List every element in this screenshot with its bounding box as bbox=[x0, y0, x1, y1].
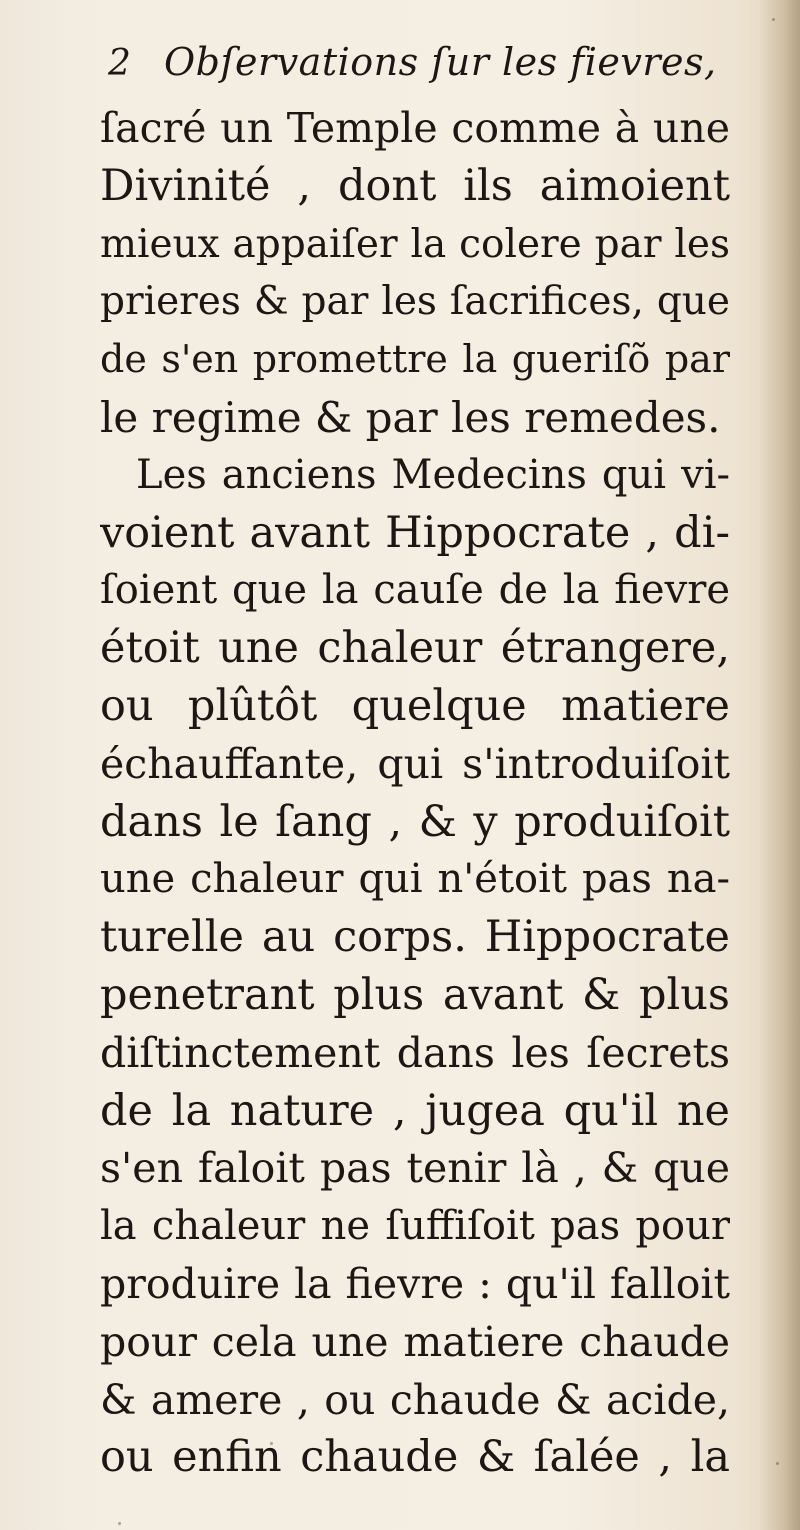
text-line: pour cela une matiere chaude bbox=[100, 1317, 730, 1366]
page-header bbox=[108, 40, 728, 96]
text-line: penetrant plus avant & plus bbox=[100, 969, 730, 1020]
text-line: une chaleur qui n'étoit pas na- bbox=[100, 856, 730, 903]
text-line: mieux appaiſer la colere par les bbox=[100, 221, 730, 267]
text-line: diſtinctement dans les ſecrets bbox=[100, 1028, 730, 1077]
paper-speck bbox=[776, 1462, 779, 1465]
text-line: & amere , ou chaude & acide, bbox=[100, 1375, 730, 1424]
text-line: ou enfin chaude & ſalée , la bbox=[100, 1432, 730, 1483]
page-gutter-shadow bbox=[758, 0, 800, 1530]
text-line: ſoient que la cauſe de la fievre bbox=[100, 567, 730, 614]
running-title: Obſervations ſur les fievres, bbox=[164, 40, 717, 84]
paragraph-start-line: Les anciens Medecins qui vi- bbox=[136, 451, 730, 498]
text-line: turelle au corps. Hippocrate bbox=[100, 912, 730, 963]
text-line: ſacré un Temple comme à une bbox=[100, 104, 730, 152]
page-number: 2 bbox=[108, 43, 131, 84]
text-line: de la nature , jugea qu'il ne bbox=[100, 1085, 730, 1136]
paper-speck bbox=[772, 18, 775, 21]
text-line: le regime & par les remedes. bbox=[100, 392, 721, 442]
text-line: produire la fievre : qu'il falloit bbox=[100, 1259, 730, 1308]
text-line: dans le ſang , & y produiſoit bbox=[100, 796, 730, 847]
text-line: Divinité , dont ils aimoient bbox=[100, 160, 730, 211]
text-line: prieres & par les ſacrifices, que bbox=[100, 279, 730, 325]
body-text bbox=[100, 100, 730, 1487]
text-line: échauffante, qui s'introduiſoit bbox=[100, 739, 730, 788]
text-line: voient avant Hippocrate , di- bbox=[100, 507, 730, 558]
text-line: étoit une chaleur étrangere, bbox=[100, 623, 730, 674]
paper-speck bbox=[118, 1522, 121, 1525]
text-line: la chaleur ne ſuffiſoit pas pour bbox=[100, 1203, 730, 1250]
text-line: s'en faloit pas tenir là , & que bbox=[100, 1144, 730, 1193]
text-line: ou plûtôt quelque matiere bbox=[100, 680, 730, 731]
text-line: de s'en promettre la gueriſõ par bbox=[100, 337, 730, 382]
